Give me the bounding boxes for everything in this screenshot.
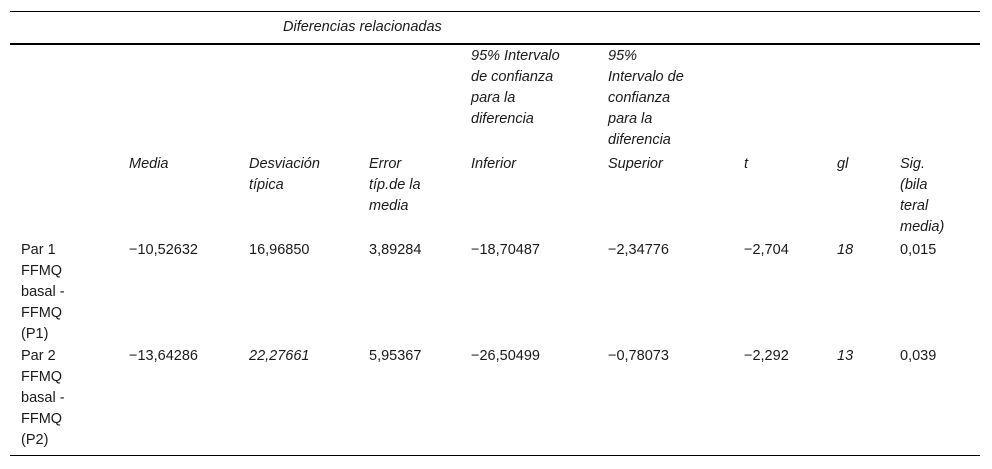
row-2-gl: 13: [837, 348, 854, 364]
row-2-media: −13,64286: [129, 348, 198, 364]
ci-upper-header: 95% Intervalo de confianza para la diferencia: [608, 48, 684, 148]
table-top-rule: [10, 11, 980, 12]
row-2-desviacion: 22,27661: [249, 348, 310, 364]
row-1-inferior: −18,70487: [471, 242, 540, 258]
row-2-superior: −0,78073: [608, 348, 669, 364]
row-2-sig: 0,039: [900, 348, 937, 364]
col-header-inferior: Inferior: [471, 156, 517, 172]
row-2-label: Par 2 FFMQ basal - FFMQ (P2): [21, 348, 65, 448]
row-1-desviacion: 16,96850: [249, 242, 310, 258]
row-1-error: 3,89284: [369, 242, 422, 258]
row-2-error: 5,95367: [369, 348, 422, 364]
col-header-error: Error típ.de la media: [369, 156, 421, 214]
row-1-media: −10,52632: [129, 242, 198, 258]
ci-lower-header: 95% Intervalo de confianza para la diferencia: [471, 48, 560, 127]
paired-samples-table: [10, 11, 980, 457]
row-1-superior: −2,34776: [608, 242, 669, 258]
header-rule: [10, 43, 980, 45]
col-header-t: t: [744, 156, 749, 172]
col-header-gl: gl: [837, 156, 849, 172]
col-header-sig: Sig. (bila teral media): [900, 156, 945, 235]
row-1-sig: 0,015: [900, 242, 937, 258]
row-2-inferior: −26,50499: [471, 348, 540, 364]
group-header: Diferencias relacionadas: [283, 19, 442, 35]
row-1-label: Par 1 FFMQ basal - FFMQ (P1): [21, 242, 65, 342]
row-2-t: −2,292: [744, 348, 789, 364]
col-header-desviacion: Desviación típica: [249, 156, 320, 193]
col-header-superior: Superior: [608, 156, 663, 172]
row-1-gl: 18: [837, 242, 854, 258]
col-header-media: Media: [129, 156, 169, 172]
table-bottom-rule: [10, 455, 980, 456]
row-1-t: −2,704: [744, 242, 789, 258]
